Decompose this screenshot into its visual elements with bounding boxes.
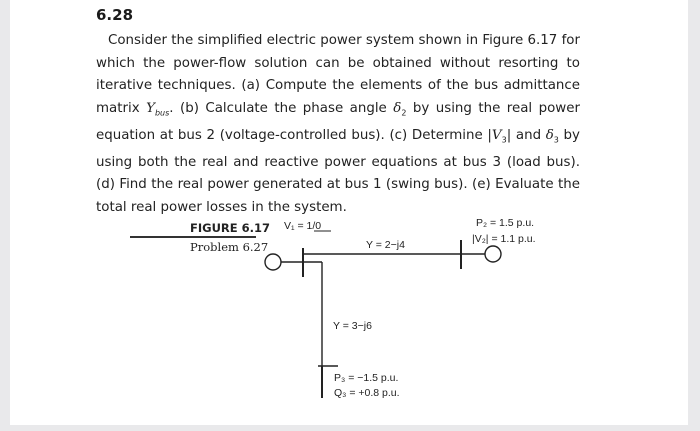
text-part-3: by using the real power equation at bus 2 (voltage-controlled bus). (c) Determine |: [96, 100, 580, 143]
ybus-symbol: Y: [146, 100, 155, 116]
figure-problem-ref: Problem 6.27: [190, 240, 269, 254]
text-part-1: Consider the simplified electric power system shown in Figure 6.17 for which the power-flow solution can be obtained without resorting to iterative techniques. (a) Compute the elements of the bus admittance matrix: [96, 33, 580, 116]
delta2-subscript: 2: [401, 108, 407, 118]
p3-label: P₃ = −1.5 p.u.: [334, 372, 399, 384]
ybus-subscript: bus: [154, 108, 170, 118]
v3-subscript: 3: [501, 135, 507, 145]
q3-label: Q₃ = +0.8 p.u.: [334, 387, 400, 399]
y13-label: Y = 3−j6: [333, 320, 372, 332]
v3-symbol: V: [491, 127, 502, 143]
delta3-subscript: 3: [553, 135, 559, 145]
text-part-5: by using both the real and reactive power equations at bus 3 (load bus). (d) Find the real power generated at bus 1 (swing bus). (e) Evaluate the total real power losses in the system.: [96, 127, 580, 215]
y12-label: Y = 2−j4: [366, 239, 405, 251]
p2-label: P₂ = 1.5 p.u.: [476, 217, 535, 229]
text-part-4: | and: [506, 127, 546, 143]
v2-label: |V₂| = 1.1 p.u.: [472, 233, 536, 245]
bus2-generator-icon: [485, 246, 501, 262]
bus1-generator-icon: [265, 254, 281, 270]
text-part-2: . (b) Calculate the phase angle: [169, 100, 394, 116]
delta2-symbol: δ: [393, 100, 402, 116]
figure-label: FIGURE 6.17: [190, 221, 271, 235]
problem-number: 6.28: [96, 6, 134, 24]
v1-label: V₁ = 1/0: [284, 220, 322, 232]
delta3-symbol: δ: [545, 127, 554, 143]
